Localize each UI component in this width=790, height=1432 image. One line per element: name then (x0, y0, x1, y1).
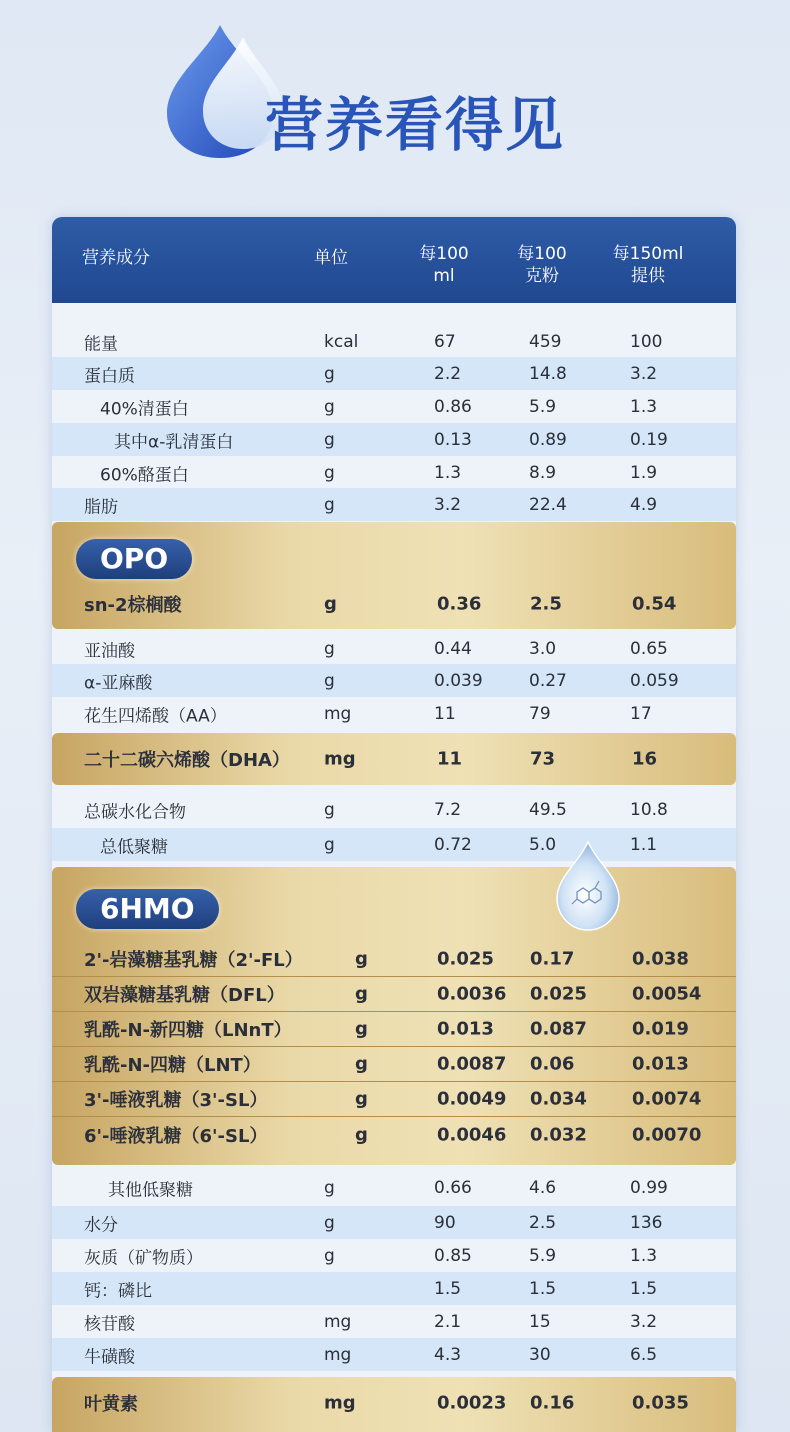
row-value-per100ml: 0.44 (434, 638, 472, 659)
row-value-per150ml: 10.8 (630, 799, 668, 820)
row-unit: g (355, 1053, 368, 1075)
page-header (0, 0, 790, 215)
row-value-per100g: 0.06 (530, 1053, 575, 1075)
header-per100g (500, 243, 584, 287)
row-value-per100g: 30 (529, 1344, 551, 1365)
row-value-per100g: 2.5 (530, 593, 562, 614)
table-row (52, 1082, 736, 1117)
row-value-per150ml: 4.9 (630, 494, 658, 515)
table-row (52, 357, 736, 390)
row-value-per100ml: 4.3 (434, 1344, 462, 1365)
row-value-per100g: 3.0 (529, 638, 557, 659)
row-unit: g (324, 363, 335, 384)
row-unit: g (355, 983, 368, 1005)
row-value-per100g: 5.0 (529, 834, 557, 855)
row-name: 钙：磷比 (84, 1281, 152, 1301)
row-unit: g (355, 1088, 368, 1110)
table-row (52, 793, 736, 826)
table-row (52, 942, 736, 977)
row-unit: mg (324, 748, 356, 769)
row-value-per100g: 8.9 (529, 462, 557, 483)
row-name: 其中α-乳清蛋白 (114, 432, 234, 452)
row-unit: mg (324, 703, 352, 724)
row-value-per100ml: 0.0049 (437, 1088, 507, 1110)
row-unit: g (324, 494, 335, 515)
row-value-per100g: 15 (529, 1311, 551, 1332)
header-name: 营养成分 (82, 248, 150, 268)
table-row (52, 1012, 736, 1047)
row-value-per150ml: 0.035 (632, 1392, 689, 1413)
row-unit: g (355, 1018, 368, 1040)
row-value-per100g: 1.5 (529, 1278, 557, 1299)
row-unit: g (355, 1124, 368, 1145)
row-value-per100ml: 0.36 (437, 593, 482, 614)
table-row (52, 1385, 736, 1420)
row-unit: g (324, 462, 335, 483)
table-row (52, 1206, 736, 1239)
row-value-per100g: 0.032 (530, 1124, 587, 1145)
row-value-per100ml: 0.66 (434, 1177, 472, 1198)
row-value-per150ml: 0.0054 (632, 983, 702, 1005)
row-name: 40%清蛋白 (100, 399, 189, 419)
row-value-per100ml: 0.13 (434, 429, 472, 450)
table-row (52, 325, 736, 358)
row-value-per100g: 22.4 (529, 494, 567, 515)
row-value-per150ml: 0.038 (632, 948, 689, 970)
table-row (52, 488, 736, 521)
row-unit: g (324, 1177, 335, 1198)
table-row (52, 1171, 736, 1204)
molecule-drop-icon (553, 840, 623, 932)
row-name: 双岩藻糖基乳糖（DFL） (84, 985, 285, 1006)
row-unit: mg (324, 1344, 352, 1365)
row-name: 其他低聚糖 (108, 1180, 193, 1200)
row-value-per150ml: 3.2 (630, 363, 658, 384)
row-value-per100ml: 1.3 (434, 462, 462, 483)
row-value-per150ml: 0.19 (630, 429, 668, 450)
row-value-per100ml: 1.5 (434, 1278, 462, 1299)
row-value-per150ml: 17 (630, 703, 652, 724)
row-name: 乳酰-N-新四糖（LNnT） (84, 1020, 292, 1041)
row-name: 叶黄素 (84, 1393, 138, 1415)
opo-badge: OPO (76, 539, 192, 579)
table-row (52, 1047, 736, 1082)
row-value-per150ml: 0.54 (632, 593, 677, 614)
row-unit: g (324, 1245, 335, 1266)
row-name: 乳酰-N-四糖（LNT） (84, 1055, 261, 1076)
table-row (52, 632, 736, 665)
row-value-per150ml: 1.9 (630, 462, 658, 483)
row-value-per150ml: 6.5 (630, 1344, 658, 1365)
row-value-per150ml: 3.2 (630, 1311, 658, 1332)
row-value-per100ml: 11 (434, 703, 456, 724)
header-per150ml-line2: 提供 (631, 266, 665, 286)
row-value-per100g: 79 (529, 703, 551, 724)
table-row (52, 586, 736, 621)
page-title: 营养看得见 (265, 91, 566, 159)
row-value-per100g: 0.034 (530, 1088, 587, 1110)
table-header (52, 217, 736, 303)
table-row (52, 697, 736, 730)
row-value-per100g: 0.27 (529, 670, 567, 691)
header-per150ml (600, 243, 696, 287)
row-unit: g (324, 396, 335, 417)
row-value-per100ml: 0.0087 (437, 1053, 507, 1075)
table-row (52, 456, 736, 489)
table-row (52, 977, 736, 1012)
row-unit: g (324, 799, 335, 820)
row-value-per100g: 5.9 (529, 1245, 557, 1266)
row-value-per100g: 2.5 (529, 1212, 557, 1233)
table-row (52, 1239, 736, 1272)
table-row (52, 828, 736, 861)
hmo-section (52, 867, 736, 1165)
row-unit: g (324, 638, 335, 659)
row-name: 蛋白质 (84, 366, 135, 386)
row-value-per150ml: 0.013 (632, 1053, 689, 1075)
row-value-per100ml: 0.0046 (437, 1124, 507, 1145)
row-value-per100ml: 67 (434, 331, 456, 352)
row-value-per100g: 0.17 (530, 948, 575, 970)
header-per100ml-line2: ml (433, 266, 455, 286)
row-value-per100ml: 3.2 (434, 494, 462, 515)
row-value-per100g: 0.025 (530, 983, 587, 1005)
row-value-per100g: 4.6 (529, 1177, 557, 1198)
row-value-per100ml: 11 (437, 748, 463, 769)
row-name: 脂肪 (84, 497, 118, 517)
header-per150ml-line1: 每150ml (612, 244, 684, 264)
row-value-per150ml: 136 (630, 1212, 663, 1233)
row-value-per100ml: 0.0036 (437, 983, 507, 1005)
table-row (52, 1338, 736, 1371)
row-value-per100ml: 0.025 (437, 948, 494, 970)
row-name: 核苷酸 (84, 1314, 135, 1334)
row-value-per150ml: 0.99 (630, 1177, 668, 1198)
row-unit: g (324, 1212, 335, 1233)
row-unit: mg (324, 1311, 352, 1332)
row-unit: g (324, 834, 335, 855)
row-value-per150ml: 1.1 (630, 834, 658, 855)
row-unit: g (355, 948, 368, 970)
row-value-per100ml: 0.0023 (437, 1392, 507, 1413)
row-value-per100ml: 0.85 (434, 1245, 472, 1266)
row-value-per100g: 459 (529, 331, 562, 352)
header-per100g-line1: 每100 (517, 244, 567, 264)
row-name: 牛磺酸 (84, 1347, 135, 1367)
header-unit: 单位 (314, 248, 348, 268)
row-unit: g (324, 670, 335, 691)
lutein-section (52, 1377, 736, 1432)
row-value-per150ml: 0.019 (632, 1018, 689, 1040)
table-row (52, 741, 736, 776)
header-per100ml-line1: 每100 (419, 244, 469, 264)
row-name: 2'-岩藻糖基乳糖（2'-FL） (84, 950, 303, 971)
row-name: 水分 (84, 1215, 118, 1235)
row-value-per100ml: 0.013 (437, 1018, 494, 1040)
row-name: 总碳水化合物 (84, 802, 186, 822)
row-name: 二十二碳六烯酸（DHA） (84, 749, 290, 771)
row-value-per100ml: 90 (434, 1212, 456, 1233)
row-value-per150ml: 0.65 (630, 638, 668, 659)
row-name: 3'-唾液乳糖（3'-SL） (84, 1090, 268, 1111)
row-value-per100g: 0.087 (530, 1018, 587, 1040)
row-name: 灰质（矿物质） (84, 1248, 203, 1268)
dha-section (52, 733, 736, 785)
row-value-per100g: 5.9 (529, 396, 557, 417)
row-name: 亚油酸 (84, 641, 135, 661)
row-value-per100ml: 2.2 (434, 363, 462, 384)
row-unit: kcal (324, 331, 359, 352)
row-value-per150ml: 0.0070 (632, 1124, 702, 1145)
row-unit: mg (324, 1392, 356, 1413)
row-value-per100ml: 0.72 (434, 834, 472, 855)
row-value-per150ml: 1.3 (630, 1245, 658, 1266)
header-per100g-line2: 克粉 (525, 266, 559, 286)
hmo-badge: 6HMO (76, 889, 219, 929)
table-row (52, 1272, 736, 1305)
row-unit: g (324, 593, 337, 614)
table-row (52, 1305, 736, 1338)
row-value-per100g: 14.8 (529, 363, 567, 384)
table-row (52, 390, 736, 423)
row-name: 6'-唾液乳糖（6'-SL） (84, 1125, 268, 1147)
row-value-per100ml: 2.1 (434, 1311, 462, 1332)
row-name: α-亚麻酸 (84, 673, 153, 693)
table-row (52, 1117, 736, 1152)
header-per100ml (402, 243, 486, 287)
row-value-per150ml: 0.0074 (632, 1088, 702, 1110)
row-name: 花生四烯酸（AA） (84, 706, 227, 726)
row-unit: g (324, 429, 335, 450)
row-value-per100ml: 0.039 (434, 670, 483, 691)
row-name: sn-2棕榈酸 (84, 594, 182, 616)
row-value-per100g: 49.5 (529, 799, 567, 820)
row-value-per150ml: 1.5 (630, 1278, 658, 1299)
table-row (52, 664, 736, 697)
row-name: 能量 (84, 334, 118, 354)
row-name: 60%酪蛋白 (100, 465, 189, 485)
row-value-per150ml: 0.059 (630, 670, 679, 691)
row-value-per150ml: 16 (632, 748, 658, 769)
table-row (52, 423, 736, 456)
row-value-per100g: 0.89 (529, 429, 567, 450)
row-value-per150ml: 1.3 (630, 396, 658, 417)
row-value-per150ml: 100 (630, 331, 663, 352)
row-value-per100ml: 0.86 (434, 396, 472, 417)
row-value-per100ml: 7.2 (434, 799, 462, 820)
row-value-per100g: 73 (530, 748, 556, 769)
nutrition-table (52, 217, 736, 1432)
row-name: 总低聚糖 (100, 837, 168, 857)
row-value-per100g: 0.16 (530, 1392, 575, 1413)
opo-section (52, 522, 736, 629)
